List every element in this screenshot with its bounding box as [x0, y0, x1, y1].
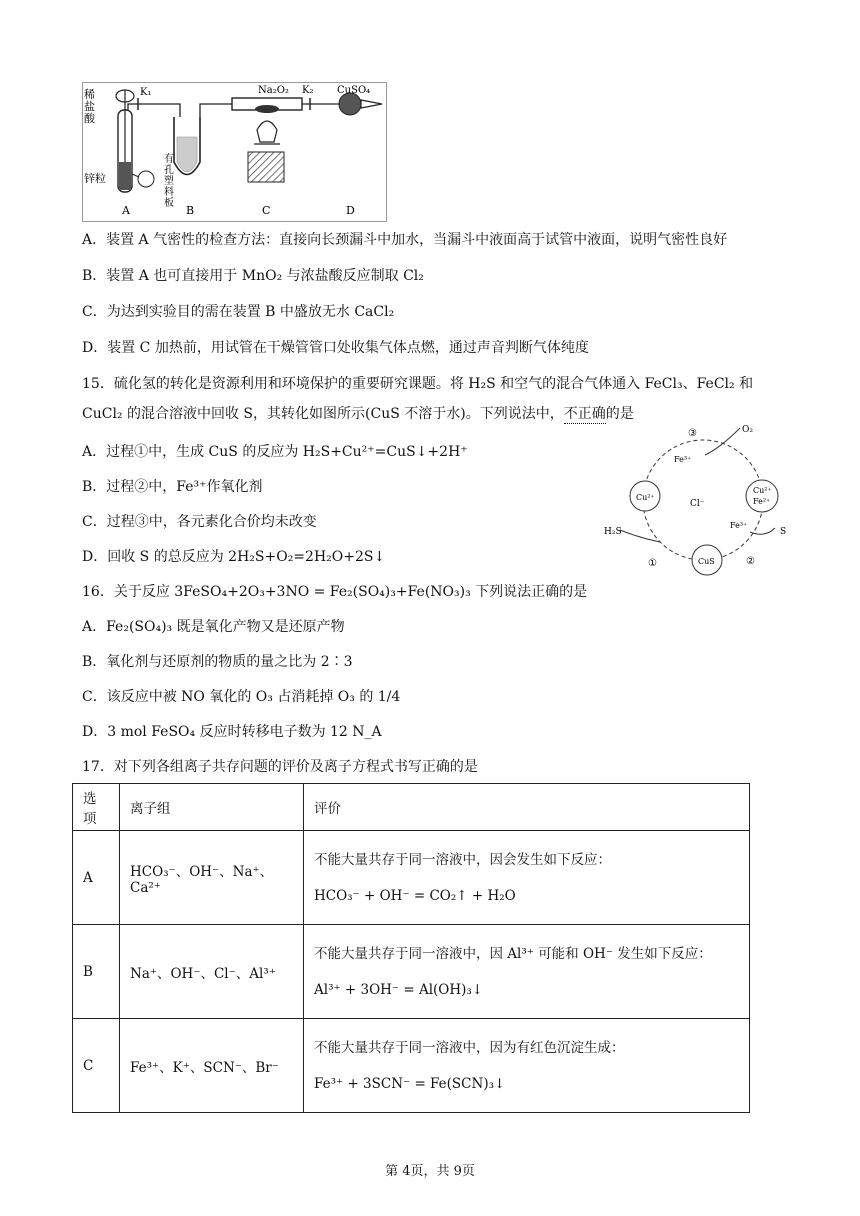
label-dilute-hcl: 稀盐酸: [84, 88, 95, 125]
q15-stem-line2: [82, 404, 634, 424]
table-header-row: [73, 784, 750, 831]
device-d: [302, 93, 382, 115]
cell-evaluation: [304, 1019, 750, 1113]
label-step1: ①: [648, 558, 657, 569]
q16-option-b: B．氧化剂与还原剂的物质的量之比为 2∶3: [82, 654, 353, 670]
cell-ions: Fe³⁺、K⁺、SCN⁻、Br⁻: [120, 1019, 304, 1113]
device-b: [174, 104, 232, 175]
label-cu2-in-node: Cu²⁺: [753, 486, 772, 495]
header-evaluation: 评价: [304, 784, 750, 831]
q15-option-b: B．过程②中，Fe³⁺作氧化剂: [82, 479, 263, 495]
q14-option-c: C．为达到实验目的需在装置 B 中盛放无水 CaCl₂: [82, 304, 395, 320]
cell-ions: Na⁺、OH⁻、Cl⁻、Al³⁺: [120, 925, 304, 1019]
evaluation-equation: HCO₃⁻ + OH⁻ = CO₂↑ + H₂O: [314, 887, 516, 904]
table-row: [73, 925, 750, 1019]
label-k2: K₂: [302, 85, 314, 96]
h2s-arrow: [620, 530, 660, 542]
label-cuso4: CuSO₄: [337, 85, 371, 96]
apparatus-diagram: [82, 82, 387, 222]
node-cu2-fe2: [746, 480, 778, 512]
header-option: 选项: [73, 784, 120, 831]
label-b: B: [186, 204, 195, 217]
label-cl: Cl⁻: [690, 499, 705, 509]
q15-option-d: D．回收 S 的总反应为 2H₂S+O₂=2H₂O+2S↓: [82, 549, 386, 565]
evaluation-text: 不能大量共存于同一溶液中，因 Al³⁺ 可能和 OH⁻ 发生如下反应：: [314, 945, 712, 962]
q15-stem-line1: 15．硫化氢的转化是资源利用和环境保护的重要研究课题。将 H₂S 和空气的混合气体通入 FeCl₃、FeCl₂ 和: [82, 376, 754, 392]
label-fe2-in-node: Fe²⁺: [753, 497, 771, 506]
sulfur-cycle-diagram: [600, 420, 800, 580]
label-fe3-top: Fe³⁺: [674, 455, 692, 464]
label-cus: CuS: [698, 557, 715, 566]
cell-evaluation: [304, 925, 750, 1019]
label-o2: O₂: [742, 425, 753, 435]
evaluation-text: 不能大量共存于同一溶液中，因为有红色沉淀生成：: [314, 1039, 625, 1056]
header-ions: 离子组: [120, 784, 304, 831]
label-d: D: [346, 204, 355, 217]
s-arrow: [750, 528, 775, 534]
q16-option-d: D．3 mol FeSO₄ 反应时转移电子数为 12 N_A: [82, 724, 382, 740]
cell-option: A: [73, 831, 120, 925]
q14-option-a: A．装置 A 气密性的检查方法：直接向长颈漏斗中加水，当漏斗中液面高于试管中液面，说明气密性良好: [82, 232, 728, 248]
o2-arrow: [705, 428, 740, 455]
label-na2o2: Na₂O₂: [258, 85, 289, 96]
evaluation-text: 不能大量共存于同一溶液中，因会发生如下反应：: [314, 851, 611, 868]
label-s: S: [780, 527, 787, 537]
q17-stem: 17．对下列各组离子共存问题的评价及离子方程式书写正确的是: [82, 759, 478, 775]
ion-table: [72, 783, 750, 1113]
cell-evaluation: [304, 831, 750, 925]
label-fe3-right: Fe³⁺: [730, 521, 748, 530]
device-a: [116, 90, 154, 192]
q15-stem-emphasis: 不正确: [563, 406, 606, 422]
q15-option-a: A．过程①中，生成 CuS 的反应为 H₂S+Cu²⁺=CuS↓+2H⁺: [82, 444, 468, 460]
label-a: A: [122, 204, 130, 217]
evaluation-equation: Fe³⁺ + 3SCN⁻ = Fe(SCN)₃↓: [314, 1075, 506, 1092]
label-h2s: H₂S: [604, 527, 622, 537]
cell-option: C: [73, 1019, 120, 1113]
device-c: [232, 98, 302, 182]
q16-option-c: C．该反应中被 NO 氧化的 O₃ 占消耗掉 O₃ 的 1/4: [82, 689, 401, 705]
pipe-ab: [128, 98, 180, 117]
table-row: [73, 831, 750, 925]
cell-ions: HCO₃⁻、OH⁻、Na⁺、Ca²⁺: [120, 831, 304, 925]
q15-option-c: C．过程③中，各元素化合价均未改变: [82, 514, 317, 530]
q16-option-a: A．Fe₂(SO₄)₃ 既是氧化产物又是还原产物: [82, 619, 345, 635]
q14-option-b: B．装置 A 也可直接用于 MnO₂ 与浓盐酸反应制取 Cl₂: [82, 268, 424, 284]
page-footer: 第 4页，共 9页: [385, 1164, 475, 1179]
label-step2: ②: [746, 556, 755, 567]
q16-stem: 16．关于反应 3FeSO₄+2O₃+3NO = Fe₂(SO₄)₃+Fe(NO₃)₃ 下列说法正确的是: [82, 584, 588, 600]
evaluation-equation: Al³⁺ + 3OH⁻ = Al(OH)₃↓: [314, 981, 484, 998]
label-step3: ③: [688, 428, 697, 439]
label-cu2: Cu²⁺: [636, 493, 655, 502]
label-plate: 有孔塑料板: [164, 154, 174, 209]
q15-stem-post: 的是: [605, 406, 634, 422]
label-zinc: 锌粒: [84, 172, 106, 185]
cell-option: B: [73, 925, 120, 1019]
table-row: [73, 1019, 750, 1113]
label-k1: K₁: [140, 87, 152, 98]
label-c: C: [262, 204, 271, 217]
q15-stem-pre: CuCl₂ 的混合溶液中回收 S，其转化如图所示(CuS 不溶于水)。下列说法中，: [82, 406, 564, 422]
q14-option-d: D．装置 C 加热前，用试管在干燥管管口处收集气体点燃，通过声音判断气体纯度: [82, 340, 589, 356]
